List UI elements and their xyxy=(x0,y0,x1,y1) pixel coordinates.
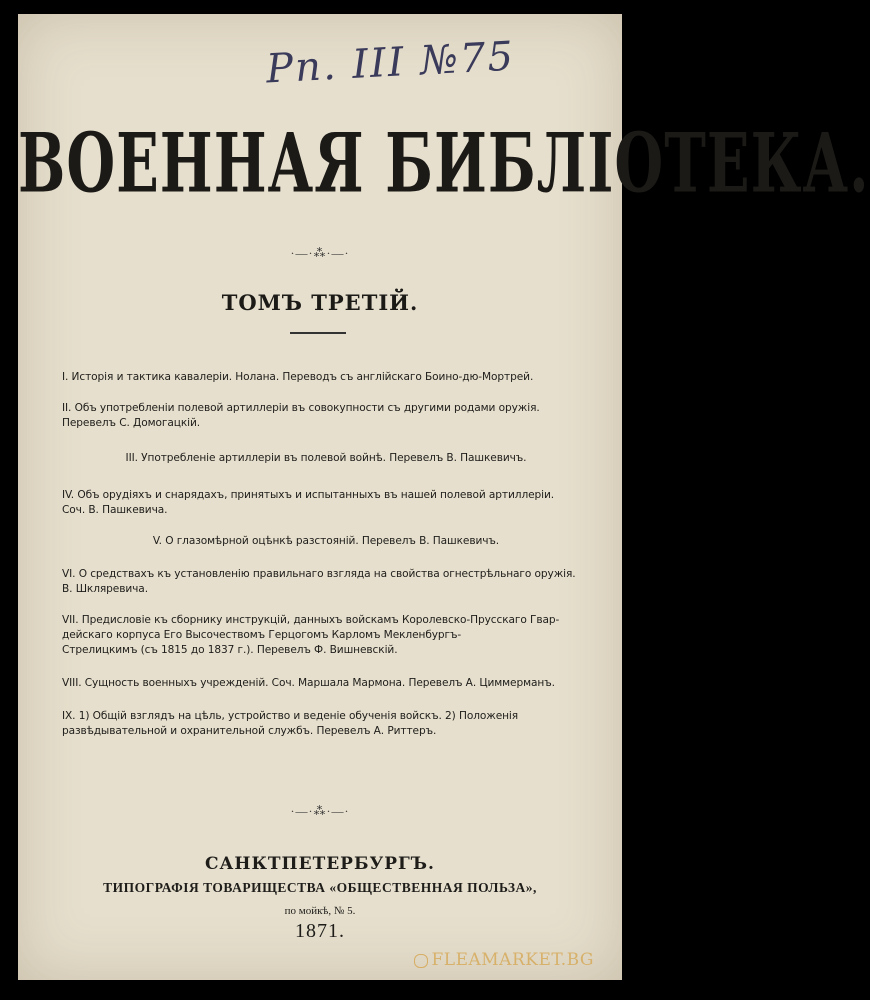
contents-entry-5: V. О глазомѣрной оцѣнкѣ разстоянiй. Перевелъ В. Пашкевичъ. xyxy=(152,535,500,547)
handwritten-shelf-mark: Рп. III №75 xyxy=(264,33,517,93)
watermark xyxy=(414,950,595,970)
contents-entry-6: VI. О средствахъ къ установленiю правильнаго взгляда на свойства огнестрѣльнаго оружiя. В. Шкляревича. xyxy=(62,568,576,595)
book-title-page xyxy=(18,14,870,980)
watermark-logo-icon xyxy=(414,954,428,968)
imprint-year: 1871. xyxy=(295,920,345,942)
contents-entry-1: I. Исторiя и тактика кавалерiи. Нолана. Переводъ съ англiйскаго Боино-дю-Мортрей. xyxy=(62,371,534,383)
volume-heading: ТОМЪ ТРЕТIЙ. xyxy=(221,290,419,315)
contents-entry-8: VIII. Сущность военныхъ учрежденiй. Соч. Маршала Мармона. Перевелъ А. Циммерманъ. xyxy=(62,677,555,689)
bottom-ornament: ·—·⁂·—· xyxy=(290,804,350,818)
top-ornament: ·—·⁂·—· xyxy=(290,246,350,260)
contents-entry-4: IV. Объ орудiяхъ и снарядахъ, принятыхъ и испытанныхъ въ нашей полевой артиллерiи. Соч. В. Пашкевича. xyxy=(62,489,555,516)
contents-entry-3: III. Употребленiе артиллерiи въ полевой войнѣ. Перевелъ В. Пашкевичъ. xyxy=(125,452,527,464)
divider-rule xyxy=(290,332,346,334)
watermark-text: FLEAMARKET.BG xyxy=(431,950,594,970)
contents-entry-2: II. Объ употребленiи полевой артиллерiи въ совокупности съ другими родами оружiя. Перевелъ С. Домогацкiй. xyxy=(62,402,540,429)
table-of-contents xyxy=(62,370,590,739)
imprint-address: по мойкѣ, № 5. xyxy=(284,905,356,917)
contents-entry-9: IX. 1) Общiй взглядъ на цѣль, устройство и веденiе обученiя войскъ. 2) Положенiя развѣдывательной и охранительной службъ. Перевелъ А. Риттеръ. xyxy=(62,710,519,737)
book-title: ВОЕННАЯ БИБЛIОТЕКА. xyxy=(18,116,870,212)
contents-entry-7: VII. Предисловiе къ сборнику инструкцiй, данныхъ войскамъ Королевско-Прусскаго Гвар- дейскаго корпуса Его Высочествомъ Герцогомъ Карломъ Мекленбургъ- Стрелицкимъ (съ 1815 до 1837 г.). Перевелъ Ф. Вишневскiй. xyxy=(62,614,560,656)
imprint-press: ТИПОГРАФIЯ ТОВАРИЩЕСТВА «ОБЩЕСТВЕННАЯ ПОЛЬЗА», xyxy=(103,880,537,895)
imprint-city: САНКТПЕТЕРБУРГЪ. xyxy=(205,854,435,874)
